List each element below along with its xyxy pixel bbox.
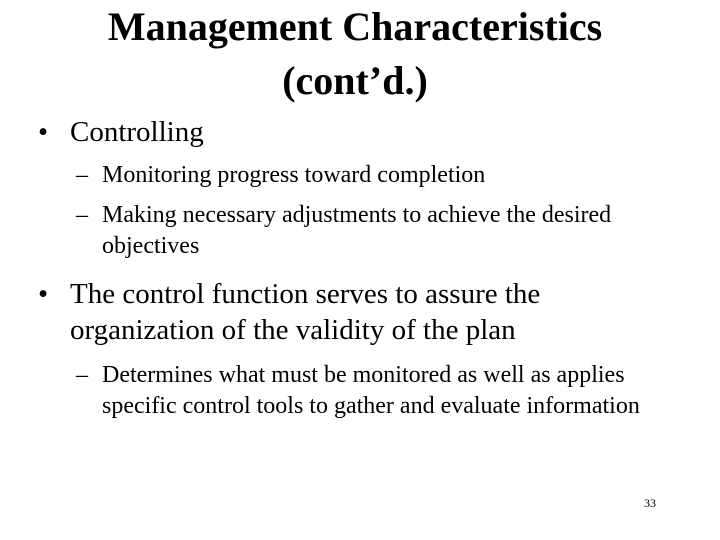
sub-bullet-marker: – bbox=[76, 362, 88, 388]
sub-bullet-marker: – bbox=[76, 162, 88, 188]
bullet-marker: • bbox=[38, 278, 49, 310]
sub-bullet-determines bbox=[76, 360, 696, 422]
sub-bullet-marker: – bbox=[76, 202, 88, 228]
slide-title-line-2: (cont’d.) bbox=[282, 58, 428, 103]
bullet-text: Controlling bbox=[70, 116, 204, 148]
bullet-control-function bbox=[38, 276, 678, 348]
bullet-controlling bbox=[38, 114, 678, 150]
bullet-marker: • bbox=[38, 116, 49, 148]
sub-bullet-adjustments bbox=[76, 200, 696, 262]
sub-bullet-text: Monitoring progress toward completion bbox=[102, 162, 486, 188]
bullet-text: The control function serves to assure the organization of the validity of the plan bbox=[70, 278, 541, 346]
page-number: 33 bbox=[644, 496, 656, 510]
sub-bullet-text: Determines what must be monitored as well as applies specific control tools to gather and evaluate information bbox=[102, 362, 640, 419]
sub-bullet-text: Making necessary adjustments to achieve the desired objectives bbox=[102, 202, 612, 259]
slide-title-line-1: Management Characteristics bbox=[107, 4, 603, 49]
sub-bullet-monitoring bbox=[76, 160, 696, 191]
